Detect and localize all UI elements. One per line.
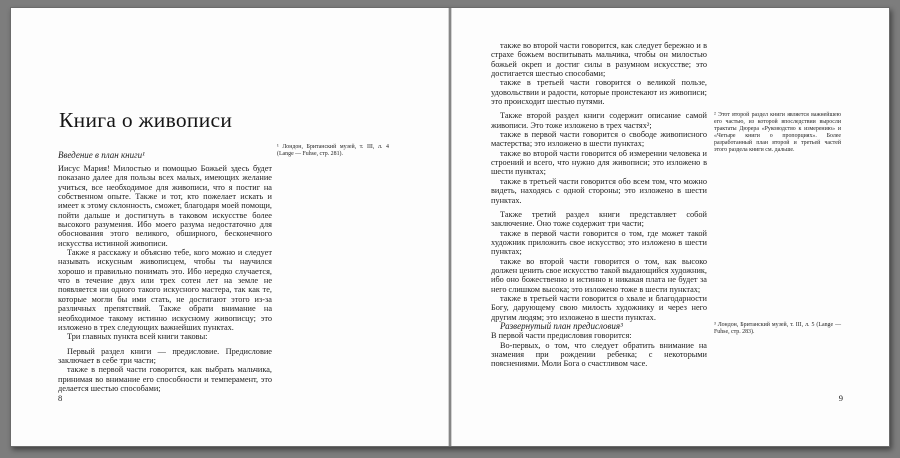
paragraph: также во второй части говорится о том, как высоко должен ценить свое искусство такой выдающийся художник, ибо оно божественно и истинно и никакая плата не будет за него слишком высока; это изложено тоже в шести пунктах;	[491, 256, 707, 294]
paragraph: Также третий раздел книги представляет собой заключение. Оно тоже содержит три части;	[491, 209, 707, 229]
page-number-right: 9	[838, 393, 843, 403]
paragraph: также в первой части говорится о свободе живописного мастерства; это изложено в шести пунктах;	[491, 130, 707, 149]
paragraph: также в третьей части говорится обо всем том, что можно видеть, находясь с одной стороны; это изложено в шести пунктах.	[491, 176, 707, 205]
gutter-divider	[448, 8, 452, 446]
paragraph: также во второй части говорится, как следует бережно и в страхе божьем воспитывать мальчика, чтобы он милостью божьей окреп и достиг силы в разумном искусстве; это достигается шестью способами;	[491, 41, 707, 79]
paragraph: Во-первых, о том, что следует обратить внимание на знамения при рождении ребенка; с некоторыми пояснениями. Моли Бога о счастливом часе.	[491, 340, 707, 369]
left-text-column	[58, 164, 272, 393]
footnote-1: ¹ Лондон, Британский музей, т. III, л. 4 (Lange — Fuhse, стр. 281).	[277, 144, 389, 157]
footnote-3: ³ Лондон, Британский музей, т. III, л. 5 (Lange — Fuhse, стр. 283).	[714, 322, 841, 335]
book-title: Книга о живописи	[59, 108, 233, 132]
right-text-column	[491, 41, 707, 369]
paragraph: Также я расскажу и объясню тебе, кого можно и следует называть искусным живописцем, чтобы ты научился хорошо и правильно понимать это. Ибо нередко случается, что в течение двух или трех сотен лет на земле не появляется ни одного такого искусного мастера, так как те, которые могли бы ими стать, не достигают этого из-за различных препятствий. Также обрати внимание на необходимое такому истинно искусному живописцу; это изложено в трех следующих важнейших пунктах.	[58, 248, 272, 332]
paragraph: Три главных пункта всей книги таковы:	[67, 332, 208, 342]
paragraph: Первый раздел книги — предисловие. Предисловие заключает в себе три части;	[58, 346, 272, 365]
paragraph: также в третьей части говорится о хвале и благодарности Богу, дарующему свою милость художнику и через него другим людям; это изложено в шести пунктах.	[491, 293, 707, 322]
footnote-2: ² Этот второй раздел книги является важнейшею его частью, из которой впоследствии выросли трактаты Дюрера «Руководство к измерению» и «Четыре книги о пропорциях». Более разработанный план второй и третьей частей этого раздела книги см. дальше.	[714, 112, 841, 153]
book-spread	[10, 7, 890, 447]
paragraph: Иисус Мария! Милостью и помощью Божьей здесь будет показано далее для пользы всех малых, имеющих желание учиться, все необходимое для живописи, что я постиг на собственном опыте. Также и тот, кто пожелает искать и имеет к этому склонность, сможет, благодаря моей помощи, пойти дальше и достигнуть в таковом искусстве более высокого разумения. Ибо моего разума недостаточно для обоснования этого великого, обширного, бесконечного искусства истинной живописи.	[58, 164, 272, 248]
paragraph: также в третьей части говорится о великой пользе, удовольствии и радости, которые проистекают из живописи; это происходит шестью путями.	[491, 78, 707, 107]
paragraph: также в первой части говорится о том, где может такой художник приложить свое искусство; это изложено в шести пунктах;	[491, 228, 707, 257]
paragraph: также во второй части говорится об измерении человека и строений и всего, что нужно для живописи; это изложено в шести пунктах;	[491, 148, 707, 177]
section-heading-preface-plan: Развернутый план предисловия³	[500, 320, 623, 331]
paragraph: В первой части предисловия говорится:	[491, 331, 632, 341]
paragraph: также в первой части говорится, как выбрать мальчика, принимая во внимание его способности и темперамент, это делается шестью способами;	[58, 365, 272, 393]
paragraph: Также второй раздел книги содержит описание самой живописи. Это тоже изложено в трех частях²;	[491, 111, 707, 130]
section-heading-introduction: Введение в план книги¹	[58, 150, 145, 160]
page-number-left: 8	[58, 393, 63, 403]
